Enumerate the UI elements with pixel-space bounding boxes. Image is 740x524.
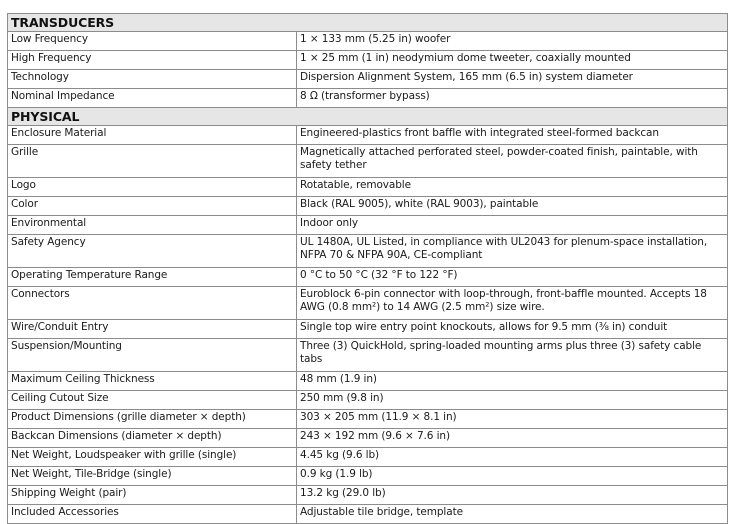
- spec-value: Dispersion Alignment System, 165 mm (6.5 in) system diameter: [297, 70, 728, 89]
- table-row: [8, 235, 728, 268]
- spec-sheet: [7, 13, 727, 524]
- table-row: [8, 505, 728, 524]
- spec-label: Net Weight, Tile-Bridge (single): [8, 467, 297, 486]
- spec-label: Connectors: [8, 287, 297, 320]
- spec-value: 250 mm (9.8 in): [297, 391, 728, 410]
- spec-value: Engineered-plastics front baffle with integrated steel-formed backcan: [297, 126, 728, 145]
- spec-label: Backcan Dimensions (diameter × depth): [8, 429, 297, 448]
- spec-label: Suspension/Mounting: [8, 339, 297, 372]
- spec-label: Technology: [8, 70, 297, 89]
- spec-value: UL 1480A, UL Listed, in compliance with UL2043 for plenum-space installation, NFPA 70 & NFPA 90A, CE-compliant: [297, 235, 728, 268]
- spec-value: Single top wire entry point knockouts, allows for 9.5 mm (⅜ in) conduit: [297, 320, 728, 339]
- table-row: [8, 216, 728, 235]
- section-title: PHYSICAL: [8, 108, 728, 126]
- table-row: [8, 268, 728, 287]
- spec-label: Low Frequency: [8, 32, 297, 51]
- spec-value: 48 mm (1.9 in): [297, 372, 728, 391]
- spec-label: Safety Agency: [8, 235, 297, 268]
- table-row: [8, 372, 728, 391]
- spec-label: Operating Temperature Range: [8, 268, 297, 287]
- specifications-table: [7, 13, 728, 524]
- spec-label: Enclosure Material: [8, 126, 297, 145]
- spec-label: Color: [8, 197, 297, 216]
- table-row: [8, 486, 728, 505]
- table-row: [8, 32, 728, 51]
- table-row: [8, 391, 728, 410]
- table-row: [8, 197, 728, 216]
- table-row: [8, 320, 728, 339]
- spec-label: Nominal Impedance: [8, 89, 297, 108]
- table-row: [8, 178, 728, 197]
- spec-label: Product Dimensions (grille diameter × depth): [8, 410, 297, 429]
- spec-label: Maximum Ceiling Thickness: [8, 372, 297, 391]
- spec-value: 1 × 133 mm (5.25 in) woofer: [297, 32, 728, 51]
- spec-value: 1 × 25 mm (1 in) neodymium dome tweeter, coaxially mounted: [297, 51, 728, 70]
- section-header-physical: [8, 108, 728, 126]
- table-row: [8, 145, 728, 178]
- spec-value: 4.45 kg (9.6 lb): [297, 448, 728, 467]
- spec-value: Adjustable tile bridge, template: [297, 505, 728, 524]
- spec-value: Rotatable, removable: [297, 178, 728, 197]
- spec-value: 13.2 kg (29.0 lb): [297, 486, 728, 505]
- spec-label: Wire/Conduit Entry: [8, 320, 297, 339]
- spec-value: 0 °C to 50 °C (32 °F to 122 °F): [297, 268, 728, 287]
- spec-label: Grille: [8, 145, 297, 178]
- table-row: [8, 51, 728, 70]
- spec-value: Magnetically attached perforated steel, powder-coated finish, paintable, with safety tether: [297, 145, 728, 178]
- spec-value: Three (3) QuickHold, spring-loaded mounting arms plus three (3) safety cable tabs: [297, 339, 728, 372]
- section-title: TRANSDUCERS: [8, 14, 728, 32]
- spec-value: Black (RAL 9005), white (RAL 9003), paintable: [297, 197, 728, 216]
- spec-label: High Frequency: [8, 51, 297, 70]
- table-row: [8, 429, 728, 448]
- spec-value: 8 Ω (transformer bypass): [297, 89, 728, 108]
- spec-value: 0.9 kg (1.9 lb): [297, 467, 728, 486]
- spec-value: Indoor only: [297, 216, 728, 235]
- spec-label: Shipping Weight (pair): [8, 486, 297, 505]
- spec-label: Net Weight, Loudspeaker with grille (single): [8, 448, 297, 467]
- table-row: [8, 70, 728, 89]
- table-row: [8, 467, 728, 486]
- table-row: [8, 339, 728, 372]
- table-row: [8, 89, 728, 108]
- table-row: [8, 410, 728, 429]
- spec-label: Ceiling Cutout Size: [8, 391, 297, 410]
- spec-value: 303 × 205 mm (11.9 × 8.1 in): [297, 410, 728, 429]
- table-row: [8, 126, 728, 145]
- spec-label: Included Accessories: [8, 505, 297, 524]
- spec-value: Euroblock 6-pin connector with loop-through, front-baffle mounted. Accepts 18 AWG (0.8 mm²) to 14 AWG (2.5 mm²) size wire.: [297, 287, 728, 320]
- section-header-transducers: [8, 14, 728, 32]
- spec-label: Environmental: [8, 216, 297, 235]
- table-row: [8, 448, 728, 467]
- spec-value: 243 × 192 mm (9.6 × 7.6 in): [297, 429, 728, 448]
- spec-label: Logo: [8, 178, 297, 197]
- table-row: [8, 287, 728, 320]
